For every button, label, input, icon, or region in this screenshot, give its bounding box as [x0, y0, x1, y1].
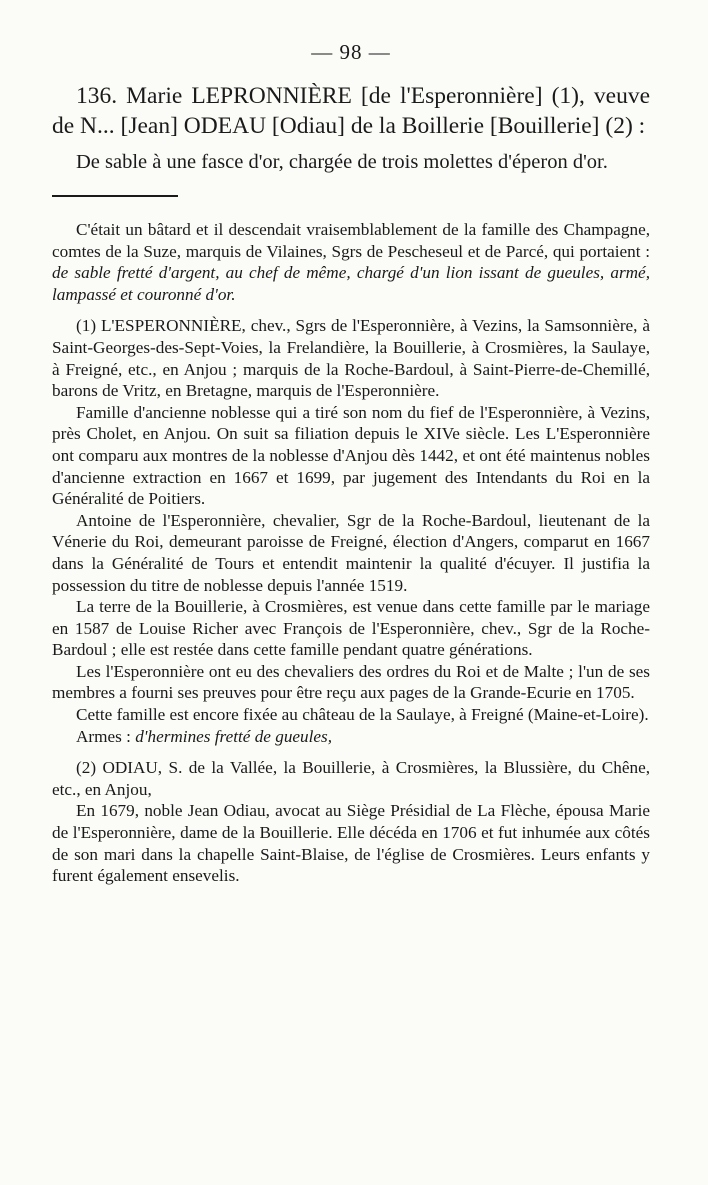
entry-heading: 136. Marie LEPRONNIÈRE [de l'Esperonnière] (1), veuve de N... [Jean] ODEAU [Odiau] de la Boillerie [Bouillerie] (2) :: [52, 83, 650, 139]
page-number: — 98 —: [311, 40, 391, 64]
note2-marriage: En 1679, noble Jean Odiau, avocat au Siège Présidial de La Flèche, épousa Marie de l'Esperonnière, dame de la Bouillerie. Elle décéda en 1706 et fut inhumée aux côtés de son mari dans la chapelle Saint-Blaise, de l'église de Crosmières. Leurs enfants y furent également ensevelis.: [52, 801, 650, 886]
commentary-text: C'était un bâtard et il descendait vraisemblablement de la famille des Champagne, comtes de la Suze, marquis de Vilaines, Sgrs de Pescheseul et de Parcé, qui portaient :: [52, 220, 650, 261]
notes-section: [52, 219, 650, 887]
document-page: [52, 40, 650, 887]
separator-rule: [52, 195, 178, 197]
note1-arms: [52, 726, 650, 748]
note2-intro: (2) ODIAU, S. de la Vallée, la Bouillerie, à Crosmières, la Blussière, du Chêne, etc., en Anjou,: [52, 758, 650, 799]
note1-family: Famille d'ancienne noblesse qui a tiré son nom du fief de l'Esperonnière, à Vezins, près Cholet, en Anjou. On suit sa filiation depuis le XIVe siècle. Les L'Esperonnière ont comparu aux montres de la noblesse d'Anjou dès 1442, et ont été maintenus nobles d'ancienne extraction en 1667 et 1699, par jugement des Intendants du Roi en la Généralité de Poitiers.: [52, 402, 650, 509]
note1-antoine: Antoine de l'Esperonnière, chevalier, Sgr de la Roche-Bardoul, lieutenant de la Vénerie du Roi, demeurant paroisse de Freigné, élection d'Angers, comparut en 1667 dans la Généralité de Tours et entendit maintenir la qualité d'écuyer. Il justifia la possession du titre de noblesse depuis l'année 1519.: [52, 510, 650, 595]
entry-arms: De sable à une fasce d'or, chargée de trois molettes d'éperon d'or.: [76, 151, 608, 173]
note1-bouillerie: La terre de la Bouillerie, à Crosmières, est venue dans cette famille par le mariage en 1587 de Louise Richer avec François de l'Esperonnière, chev., Sgr de la Roche-Bardoul ; elle est restée dans cette famille pendant quatre générations.: [52, 597, 650, 660]
note1-orders: Les l'Esperonnière ont eu des chevaliers des ordres du Roi et de Malte ; l'un de ses membres a fourni ses preuves pour être reçu aux pages de la Grande-Ecurie en 1705.: [52, 661, 650, 703]
note1-intro: (1) L'ESPERONNIÈRE, chev., Sgrs de l'Esperonnière, à Vezins, la Samsonnière, à Saint-Georges-des-Sept-Voies, la Frelandière, la Bouillerie, à Crosmières, la Saulaye, à Freigné, etc., en Anjou ; marquis de la Roche-Bardoul, à Saint-Pierre-de-Chemillé, barons de Vritz, en Bretagne, marquis de l'Esperonnière.: [52, 316, 650, 401]
commentary-paragraph: [52, 219, 650, 305]
note1-arms-label: Armes :: [76, 726, 136, 746]
note1-saulaye: Cette famille est encore fixée au château de la Saulaye, à Freigné (Maine-et-Loire).: [76, 705, 649, 725]
commentary-blazon: de sable fretté d'argent, au chef de même, chargé d'un lion issant de gueules, armé, lampassé et couronné d'or.: [52, 263, 650, 304]
note1-arms-blazon: d'hermines fretté de gueules,: [135, 726, 333, 746]
